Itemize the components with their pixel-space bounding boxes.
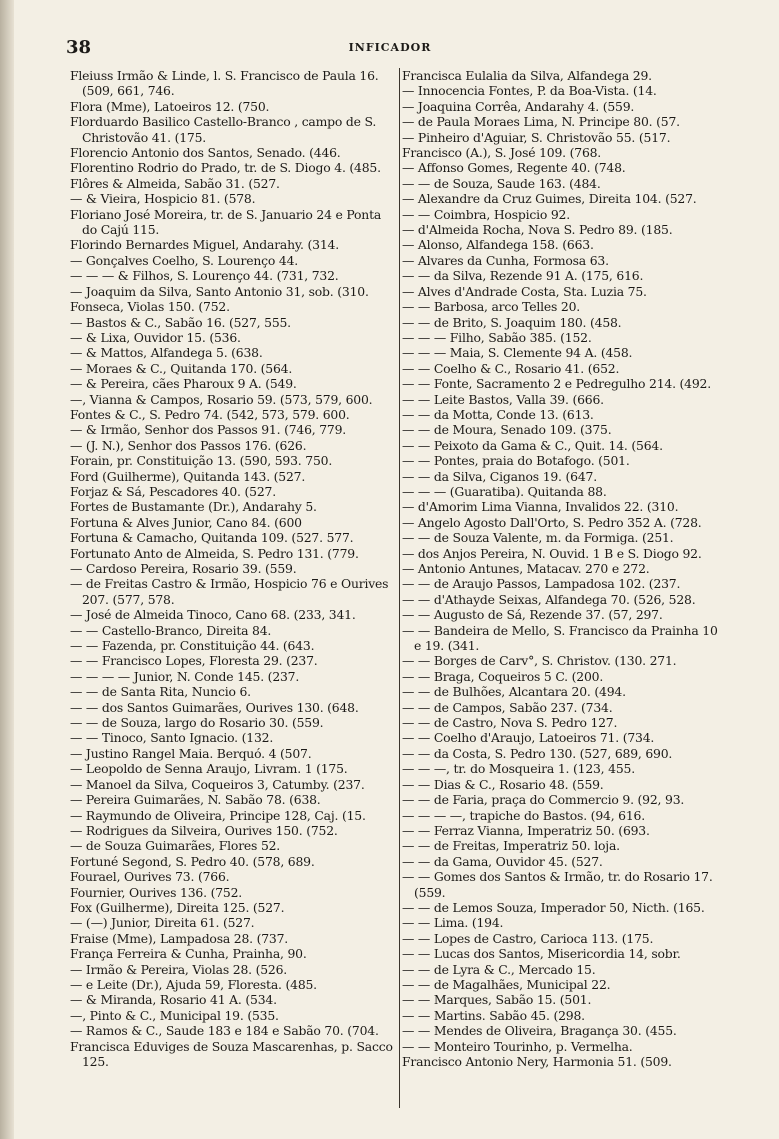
left-entry: — — — & Filhos, S. Lourenço 44. (731, 732. xyxy=(70,268,339,284)
right-entry: — — Monteiro Tourinho, p. Vermelha. xyxy=(402,1038,633,1054)
right-entry: — — Bandeira de Mello, S. Francisco da Prainha 10 e 19. (341. xyxy=(402,622,718,654)
right-entry: — — de Magalhães, Municipal 22. xyxy=(402,976,611,992)
left-entry: Fonseca, Violas 150. (752. xyxy=(70,299,230,315)
left-entry: — — Castello-Branco, Direita 84. xyxy=(70,622,272,638)
right-entry: — — de Campos, Sabão 237. (734. xyxy=(402,699,613,715)
left-entry: Fourael, Ourives 73. (766. xyxy=(70,869,230,885)
left-entry: — & Irmão, Senhor dos Passos 91. (746, 779. xyxy=(70,422,347,438)
right-entry: — — Mendes de Oliveira, Bragança 30. (455. xyxy=(402,1023,677,1039)
right-entry: — — Martins. Sabão 45. (298. xyxy=(402,1007,585,1023)
left-entry: — & Pereira, cães Pharoux 9 A. (549. xyxy=(70,376,297,392)
left-entry: — José de Almeida Tinoco, Cano 68. (233, 341. xyxy=(70,607,356,623)
right-entry: — — de Lemos Souza, Imperador 50, Nicth. (165. xyxy=(402,899,705,915)
right-entry: — Angelo Agosto Dall'Orto, S. Pedro 352 A. (728. xyxy=(402,514,702,530)
left-entry: — & Lixa, Ouvidor 15. (536. xyxy=(70,329,241,345)
left-entry: França Ferreira & Cunha, Prainha, 90. xyxy=(70,946,307,962)
left-entry: Fournier, Ourives 136. (752. xyxy=(70,884,242,900)
column-divider xyxy=(399,68,400,1108)
left-entry: — — de Souza, largo do Rosario 30. (559. xyxy=(70,715,324,731)
left-entry: — & Mattos, Alfandega 5. (638. xyxy=(70,345,263,361)
right-entry: — — — Filho, Sabão 385. (152. xyxy=(402,329,592,345)
left-entry: — — — — Junior, N. Conde 145. (237. xyxy=(70,668,300,684)
left-entry: Florduardo Basilico Castello-Branco , campo de S. Christovão 41. (175. xyxy=(70,114,377,145)
left-entry: Ford (Guilherme), Quitanda 143. (527. xyxy=(70,468,306,484)
right-entry: — — Augusto de Sá, Rezende 37. (57, 297. xyxy=(402,607,663,623)
right-entry: — de Paula Moraes Lima, N. Principe 80. (57. xyxy=(402,114,680,130)
left-entry: Fraise (Mme), Lampadosa 28. (737. xyxy=(70,930,289,946)
right-entry: — — de Faria, praça do Commercio 9. (92, 93. xyxy=(402,792,685,808)
left-entry: — Moraes & C., Quitanda 170. (564. xyxy=(70,360,293,376)
left-entry: Francisca Eduviges de Souza Mascarenhas, p. Sacco 125. xyxy=(70,1038,393,1069)
right-entry: Francisco Antonio Nery, Harmonia 51. (509. xyxy=(402,1054,672,1069)
right-entry: — — Peixoto da Gama & C., Quit. 14. (564. xyxy=(402,437,663,453)
right-entry: — — Ferraz Vianna, Imperatriz 50. (693. xyxy=(402,822,650,838)
right-entry: — Joaquina Corrêa, Andarahy 4. (559. xyxy=(402,98,635,114)
right-entry: — — Gomes dos Santos & Irmão, tr. do Rosario 17. (559. xyxy=(402,869,713,900)
left-entry: —, Pinto & C., Municipal 19. (535. xyxy=(70,1007,279,1023)
left-entry: — (J. N.), Senhor dos Passos 176. (626. xyxy=(70,437,307,453)
left-entry: — Rodrigues da Silveira, Ourives 150. (752. xyxy=(70,822,338,838)
left-entry: — — Francisco Lopes, Floresta 29. (237. xyxy=(70,653,318,669)
left-entry: — e Leite (Dr.), Ajuda 59, Floresta. (485. xyxy=(70,976,317,992)
right-entry: — — de Freitas, Imperatriz 50. loja. xyxy=(402,838,620,854)
right-entry: — — da Motta, Conde 13. (613. xyxy=(402,406,594,422)
left-entry: — Pereira Guimarães, N. Sabão 78. (638. xyxy=(70,792,321,808)
right-entry: — — de Moura, Senado 109. (375. xyxy=(402,422,612,438)
right-entry: — — — Maia, S. Clemente 94 A. (458. xyxy=(402,345,633,361)
left-entry: — Leopoldo de Senna Araujo, Livram. 1 (175. xyxy=(70,761,348,777)
right-entry: — — Braga, Coqueiros 5 C. (200. xyxy=(402,668,604,684)
right-entry: — Innocencia Fontes, P. da Boa-Vista. (14. xyxy=(402,83,657,99)
right-entry: Francisca Eulalia da Silva, Alfandega 29. xyxy=(402,68,652,83)
left-entry: Florentino Rodrio do Prado, tr. de S. Diogo 4. (485. xyxy=(70,160,381,176)
left-entry: —, Vianna & Campos, Rosario 59. (573, 579, 600. xyxy=(70,391,373,407)
left-entry: Fortuna & Alves Junior, Cano 84. (600 xyxy=(70,514,302,530)
left-entry: — Manoel da Silva, Coqueiros 3, Catumby. (237. xyxy=(70,776,365,792)
right-entry: — — de Souza, Saude 163. (484. xyxy=(402,175,601,191)
right-entry: — — — (Guaratiba). Quitanda 88. xyxy=(402,483,607,499)
right-entry: — — da Silva, Ciganos 19. (647. xyxy=(402,468,597,484)
right-entry: — Alexandre da Cruz Guimes, Direita 104. (527. xyxy=(402,191,697,207)
right-entry: — d'Amorim Lima Vianna, Invalidos 22. (310. xyxy=(402,499,679,515)
right-entry: — — Coelho & C., Rosario 41. (652. xyxy=(402,360,620,376)
right-entry: — — Fonte, Sacramento 2 e Pedregulho 214. (492. xyxy=(402,376,711,392)
right-column xyxy=(402,68,724,1069)
right-entry: — — —, tr. do Mosqueira 1. (123, 455. xyxy=(402,761,635,777)
right-entry: — — Coelho d'Araujo, Latoeiros 71. (734. xyxy=(402,730,655,746)
left-entry: — — Fazenda, pr. Constituição 44. (643. xyxy=(70,638,315,654)
right-entry: — — da Silva, Rezende 91 A. (175, 616. xyxy=(402,268,644,284)
left-entry: Floriano José Moreira, tr. de S. Januario 24 e Ponta do Cajú 115. xyxy=(70,206,382,238)
right-entry: — Affonso Gomes, Regente 40. (748. xyxy=(402,160,626,176)
left-entry: Fox (Guilherme), Direita 125. (527. xyxy=(70,899,285,915)
left-entry: Forjaz & Sá, Pescadores 40. (527. xyxy=(70,483,276,499)
left-entry: Flôres & Almeida, Sabão 31. (527. xyxy=(70,175,280,191)
left-column xyxy=(70,68,396,1069)
left-entry: — de Souza Guimarães, Flores 52. xyxy=(70,838,281,854)
right-entry: — — Borges de Carv°, S. Christov. (130. 271. xyxy=(402,653,677,669)
left-entry: — Justino Rangel Maia. Berquó. 4 (507. xyxy=(70,745,312,761)
left-entry: — Bastos & C., Sabão 16. (527, 555. xyxy=(70,314,291,330)
right-entry: — — de Araujo Passos, Lampadosa 102. (237. xyxy=(402,576,681,592)
right-entry: — dos Anjos Pereira, N. Ouvid. 1 B e S. Diogo 92. xyxy=(402,545,702,561)
left-entry: — de Freitas Castro & Irmão, Hospicio 76 e Ourives 207. (577, 578. xyxy=(70,576,389,607)
left-entry: — Cardoso Pereira, Rosario 39. (559. xyxy=(70,561,297,576)
right-entry: — Pinheiro d'Aguiar, S. Christovão 55. (517. xyxy=(402,129,671,145)
right-entry: — — de Bulhões, Alcantara 20. (494. xyxy=(402,684,626,700)
right-entry: — — Barbosa, arco Telles 20. xyxy=(402,299,581,315)
right-entry: — — Leite Bastos, Valla 39. (666. xyxy=(402,391,604,407)
left-entry: Fortuna & Camacho, Quitanda 109. (527. 577. xyxy=(70,530,354,546)
left-entry: — Raymundo de Oliveira, Principe 128, Caj. (15. xyxy=(70,807,366,823)
right-entry: — — — —, trapiche do Bastos. (94, 616. xyxy=(402,807,645,823)
right-entry: — — Lopes de Castro, Carioca 113. (175. xyxy=(402,930,654,946)
right-entry: — — Lima. (194. xyxy=(402,915,504,931)
book-binding-edge xyxy=(0,0,14,1139)
right-entry: — — d'Athayde Seixas, Alfandega 70. (526, 528. xyxy=(402,591,696,607)
left-entry: Florindo Bernardes Miguel, Andarahy. (314. xyxy=(70,237,339,253)
right-entry: — — de Lyra & C., Mercado 15. xyxy=(402,961,596,977)
right-entry: — — Pontes, praia do Botafogo. (501. xyxy=(402,453,630,469)
right-entry: — — de Brito, S. Joaquim 180. (458. xyxy=(402,314,622,330)
right-entry: — — da Gama, Ouvidor 45. (527. xyxy=(402,853,603,869)
right-entry: — — Marques, Sabão 15. (501. xyxy=(402,992,592,1008)
left-entry: — Joaquim da Silva, Santo Antonio 31, sob. (310. xyxy=(70,283,369,299)
left-entry: — — Tinoco, Santo Ignacio. (132. xyxy=(70,730,274,746)
left-entry: Fortuné Segond, S. Pedro 40. (578, 689. xyxy=(70,853,315,869)
left-entry: Fontes & C., S. Pedro 74. (542, 573, 579. 600. xyxy=(70,406,350,422)
left-entry: Fortunato Anto de Almeida, S. Pedro 131. (779. xyxy=(70,545,359,561)
right-entry: — — da Costa, S. Pedro 130. (527, 689, 690. xyxy=(402,745,673,761)
left-entry: — Gonçalves Coelho, S. Lourenço 44. xyxy=(70,252,299,268)
left-entry: — — dos Santos Guimarães, Ourives 130. (648. xyxy=(70,699,359,715)
right-entry: — — de Castro, Nova S. Pedro 127. xyxy=(402,715,618,731)
left-entry: Fortes de Bustamante (Dr.), Andarahy 5. xyxy=(70,499,317,515)
left-entry: Forain, pr. Constituição 13. (590, 593. 750. xyxy=(70,453,333,469)
right-entry: — Alves d'Andrade Costa, Sta. Luzia 75. xyxy=(402,283,647,299)
running-title: INFICADOR xyxy=(348,41,432,54)
right-entry: — — de Souza Valente, m. da Formiga. (251. xyxy=(402,530,674,546)
page-number: 38 xyxy=(66,37,92,58)
left-entry: Flora (Mme), Latoeiros 12. (750. xyxy=(70,98,270,114)
right-entry: — Alvares da Cunha, Formosa 63. xyxy=(402,252,609,268)
left-entry: Florencio Antonio dos Santos, Senado. (446. xyxy=(70,145,341,161)
right-entry: Francisco (A.), S. José 109. (768. xyxy=(402,145,602,161)
left-entry: — Ramos & C., Saude 183 e 184 e Sabão 70. (704. xyxy=(70,1023,379,1039)
right-entry: — — Dias & C., Rosario 48. (559. xyxy=(402,776,604,792)
right-entry: — d'Almeida Rocha, Nova S. Pedro 89. (185. xyxy=(402,222,673,238)
left-entry: — (—) Junior, Direita 61. (527. xyxy=(70,915,255,931)
right-entry: — — Coimbra, Hospicio 92. xyxy=(402,206,570,222)
left-entry: — — de Santa Rita, Nuncio 6. xyxy=(70,684,251,700)
left-entry: — & Vieira, Hospicio 81. (578. xyxy=(70,191,256,207)
left-entry: Fleiuss Irmão & Linde, l. S. Francisco de Paula 16. (509, 661, 746. xyxy=(70,68,379,99)
right-entry: — Alonso, Alfandega 158. (663. xyxy=(402,237,594,253)
right-entry: — — Lucas dos Santos, Misericordia 14, sobr. xyxy=(402,946,681,962)
right-entry: — Antonio Antunes, Matacav. 270 e 272. xyxy=(402,561,650,576)
left-entry: — Irmão & Pereira, Violas 28. (526. xyxy=(70,961,288,977)
left-entry: — & Miranda, Rosario 41 A. (534. xyxy=(70,992,277,1008)
